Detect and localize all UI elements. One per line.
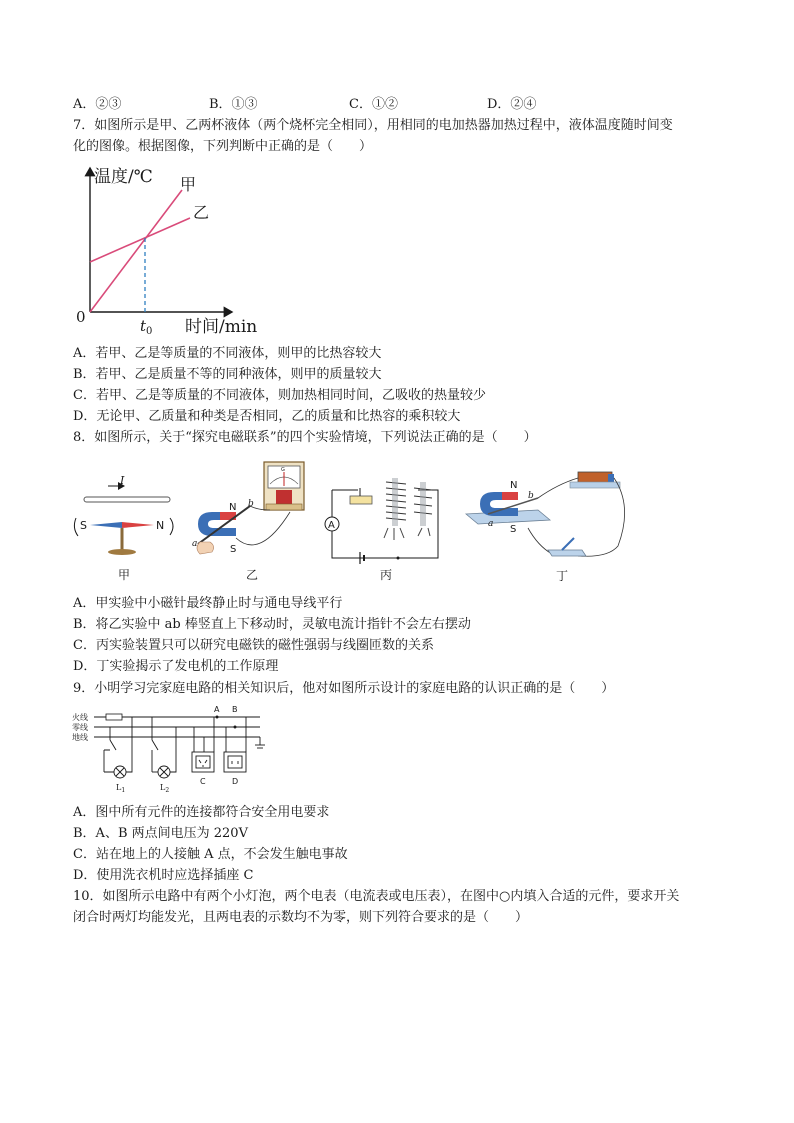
q8-ding-switch bbox=[548, 550, 586, 556]
q9-l2-label: $L_2$ bbox=[160, 783, 170, 794]
q6-options bbox=[73, 97, 536, 113]
q8-jia-rotate-right-icon bbox=[170, 518, 173, 535]
q8-jia-caption: 甲 bbox=[118, 568, 131, 582]
q8-option-d: D．丁实验揭示了发电机的工作原理 bbox=[73, 659, 279, 674]
q9-live-label: 火线 bbox=[72, 713, 88, 722]
q9-socket-c bbox=[192, 717, 214, 772]
q8-yi-b-label: b bbox=[248, 499, 254, 509]
q8-option-a: A．甲实验中小磁针最终静止时与通电导线平行 bbox=[73, 596, 343, 611]
q8-bing-clips bbox=[384, 528, 430, 540]
q8-yi-hand bbox=[197, 542, 214, 554]
q8-jia-s-label: S bbox=[80, 519, 87, 532]
q8-fig-jia-compass bbox=[70, 474, 190, 588]
q8-option-b: B．将乙实验中 ab 棒竖直上下移动时，灵敏电流计指针不会左右摆动 bbox=[73, 617, 471, 632]
q6-option-c: C．①② bbox=[349, 97, 398, 112]
q9-stem: 9．小明学习完家庭电路的相关知识后，他对如图所示设计的家庭电路的认识正确的是（ ） bbox=[73, 681, 615, 696]
q7-line-jia bbox=[90, 190, 182, 312]
q9-ground-label: 地线 bbox=[72, 733, 88, 742]
q7-option-a: A．若甲、乙是等质量的不同液体，则甲的比热容较大 bbox=[73, 346, 382, 361]
q8-ding-a-label: a bbox=[488, 519, 494, 529]
q8-yi-a-label: a bbox=[192, 539, 198, 549]
q9-neutral-label: 零线 bbox=[72, 723, 88, 732]
q8-bing-caption: 丙 bbox=[380, 568, 393, 582]
q7-option-d: D．无论甲、乙质量和种类是否相同，乙的质量和比热容的乘积较大 bbox=[73, 409, 461, 424]
q8-jia-n-label: N bbox=[156, 519, 165, 532]
q7-t0-label: $t_0$ bbox=[140, 317, 153, 337]
q6-option-b: B．①③ bbox=[209, 97, 258, 112]
q9-point-b-label: B bbox=[232, 705, 238, 714]
q9-socket-d-label: D bbox=[232, 777, 239, 786]
q7-y-label: 温度/℃ bbox=[94, 167, 153, 187]
q7-line-yi bbox=[90, 218, 190, 262]
q7-origin-label: 0 bbox=[76, 308, 86, 326]
q8-bing-rheostat bbox=[350, 496, 372, 504]
q8-jia-rotate-left-icon bbox=[74, 518, 78, 536]
q8-bing-coil-right bbox=[414, 482, 432, 526]
q8-ding-s-label: S bbox=[510, 524, 517, 535]
q8-option-c: C．丙实验装置只可以研究电磁铁的磁性强弱与线圈匝数的关系 bbox=[73, 638, 434, 653]
q9-option-b: B．A、B 两点间电压为 220V bbox=[73, 826, 248, 841]
q8-ding-caption: 丁 bbox=[556, 569, 569, 583]
q10-stem-line2: 闭合时两灯均能发光，且两电表的示数均不为零，则下列符合要求的是（ ） bbox=[73, 910, 529, 925]
q9-option-d: D．使用洗衣机时应选择插座 C bbox=[73, 868, 254, 883]
q9-lamp-l2-branch bbox=[152, 717, 176, 778]
q7-option-b: B．若甲、乙是质量不等的同种液体，则甲的质量较大 bbox=[73, 367, 382, 382]
q7-stem-line1: 7．如图所示是甲、乙两杯液体（两个烧杯完全相同），用相同的电加热器加热过程中，液体温度随时间变 bbox=[73, 118, 673, 133]
q6-option-d: D．②④ bbox=[487, 97, 537, 112]
q9-socket-c-label: C bbox=[200, 777, 206, 786]
q10-stem-line1: 10．如图所示电路中有两个小灯泡，两个电表（电流表或电压表），在图中○内填入合适的元件，要求开关 bbox=[73, 889, 680, 904]
q8-stem: 8．如图所示，关于“探究电磁联系”的四个实验情境，下列说法正确的是（ ） bbox=[73, 430, 537, 445]
q8-yi-g-label: G bbox=[281, 467, 285, 473]
q8-yi-s-label: S bbox=[230, 544, 237, 555]
q9-lamp-l1-branch bbox=[104, 717, 132, 778]
q9-household-circuit bbox=[70, 702, 270, 798]
q7-series-yi-label: 乙 bbox=[193, 203, 210, 222]
q6-option-a: A．②③ bbox=[73, 97, 122, 112]
q8-fig-yi-galvanometer bbox=[190, 460, 315, 588]
q8-jia-needle-north bbox=[122, 522, 154, 528]
q8-ding-n-label: N bbox=[510, 480, 518, 491]
q9-fuse bbox=[106, 714, 122, 720]
q8-bing-ammeter-label: A bbox=[328, 520, 335, 531]
q7-stem-line2: 化的图像。根据图像，下列判断中正确的是（ ） bbox=[73, 139, 373, 154]
q8-jia-needle-south bbox=[90, 522, 122, 528]
q9-l1-label: $L_1$ bbox=[116, 783, 126, 794]
q8-jia-base bbox=[108, 549, 136, 555]
q8-jia-current-label: I bbox=[120, 474, 125, 487]
q7-temperature-graph bbox=[70, 160, 270, 340]
q8-jia-wire bbox=[84, 497, 170, 502]
q8-yi-wire bbox=[236, 506, 290, 545]
q8-yi-caption: 乙 bbox=[246, 568, 259, 582]
q8-ding-b-label: b bbox=[528, 491, 534, 501]
q9-option-c: C．站在地上的人接触 A 点，不会发生触电事故 bbox=[73, 847, 348, 862]
q7-option-c: C．若甲、乙是等质量的不同液体，则加热相同时间，乙吸收的热量较少 bbox=[73, 388, 486, 403]
q9-socket-d bbox=[224, 717, 246, 772]
q9-option-a: A．图中所有元件的连接都符合安全用电要求 bbox=[73, 805, 330, 820]
q8-fig-bing-electromagnets bbox=[318, 470, 448, 588]
q9-point-a-label: A bbox=[214, 705, 220, 714]
q7-x-label: 时间/min bbox=[185, 317, 258, 337]
q8-fig-ding-setup bbox=[458, 466, 633, 588]
q8-yi-n-label: N bbox=[229, 502, 237, 513]
q8-bing-coil-left bbox=[386, 478, 406, 526]
q7-series-jia-label: 甲 bbox=[180, 175, 197, 194]
